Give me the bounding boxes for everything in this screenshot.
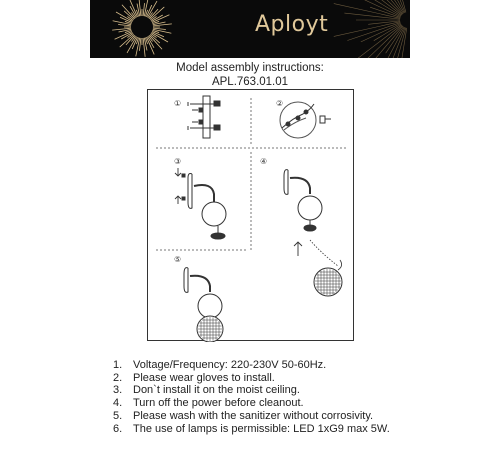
step-1-bracket-icon (188, 96, 220, 138)
step-4-shade-icon (284, 170, 342, 296)
instruction-item: 1. Voltage/Frequency: 220-230V 50-60Hz. (113, 359, 327, 371)
model-number: APL.763.01.01 (211, 76, 289, 88)
assembly-diagram (147, 89, 354, 341)
step-5-number: ⑤ (174, 255, 182, 264)
step-4-number: ④ (260, 157, 268, 166)
doc-title: Model assembly instructions: (176, 62, 324, 74)
instruction-item: 2. Please wear gloves to install. (113, 371, 275, 384)
sunburst-logo-icon (90, 0, 410, 58)
instructions-list (113, 359, 390, 435)
instruction-item: 3. Don`t install it on the moist ceiling. (113, 384, 300, 397)
instruction-item: 6. The use of lamps is permissible: LED 1xG9 max 5W. (113, 422, 390, 435)
step-3-number: ③ (174, 157, 182, 166)
step-1-number: ① (174, 99, 182, 108)
instruction-item: 5. Please wash with the sanitizer without corrosivity. (113, 409, 374, 422)
brand-banner (90, 0, 410, 58)
instruction-item: 4. Turn off the power before cleanout. (113, 397, 304, 410)
step-5-finished-lamp-icon (184, 268, 223, 342)
brand-name: Aployt (255, 12, 329, 37)
step-2-wiring-icon (280, 102, 331, 138)
step-3-lamp-icon (175, 168, 226, 239)
step-2-number: ② (276, 99, 284, 108)
